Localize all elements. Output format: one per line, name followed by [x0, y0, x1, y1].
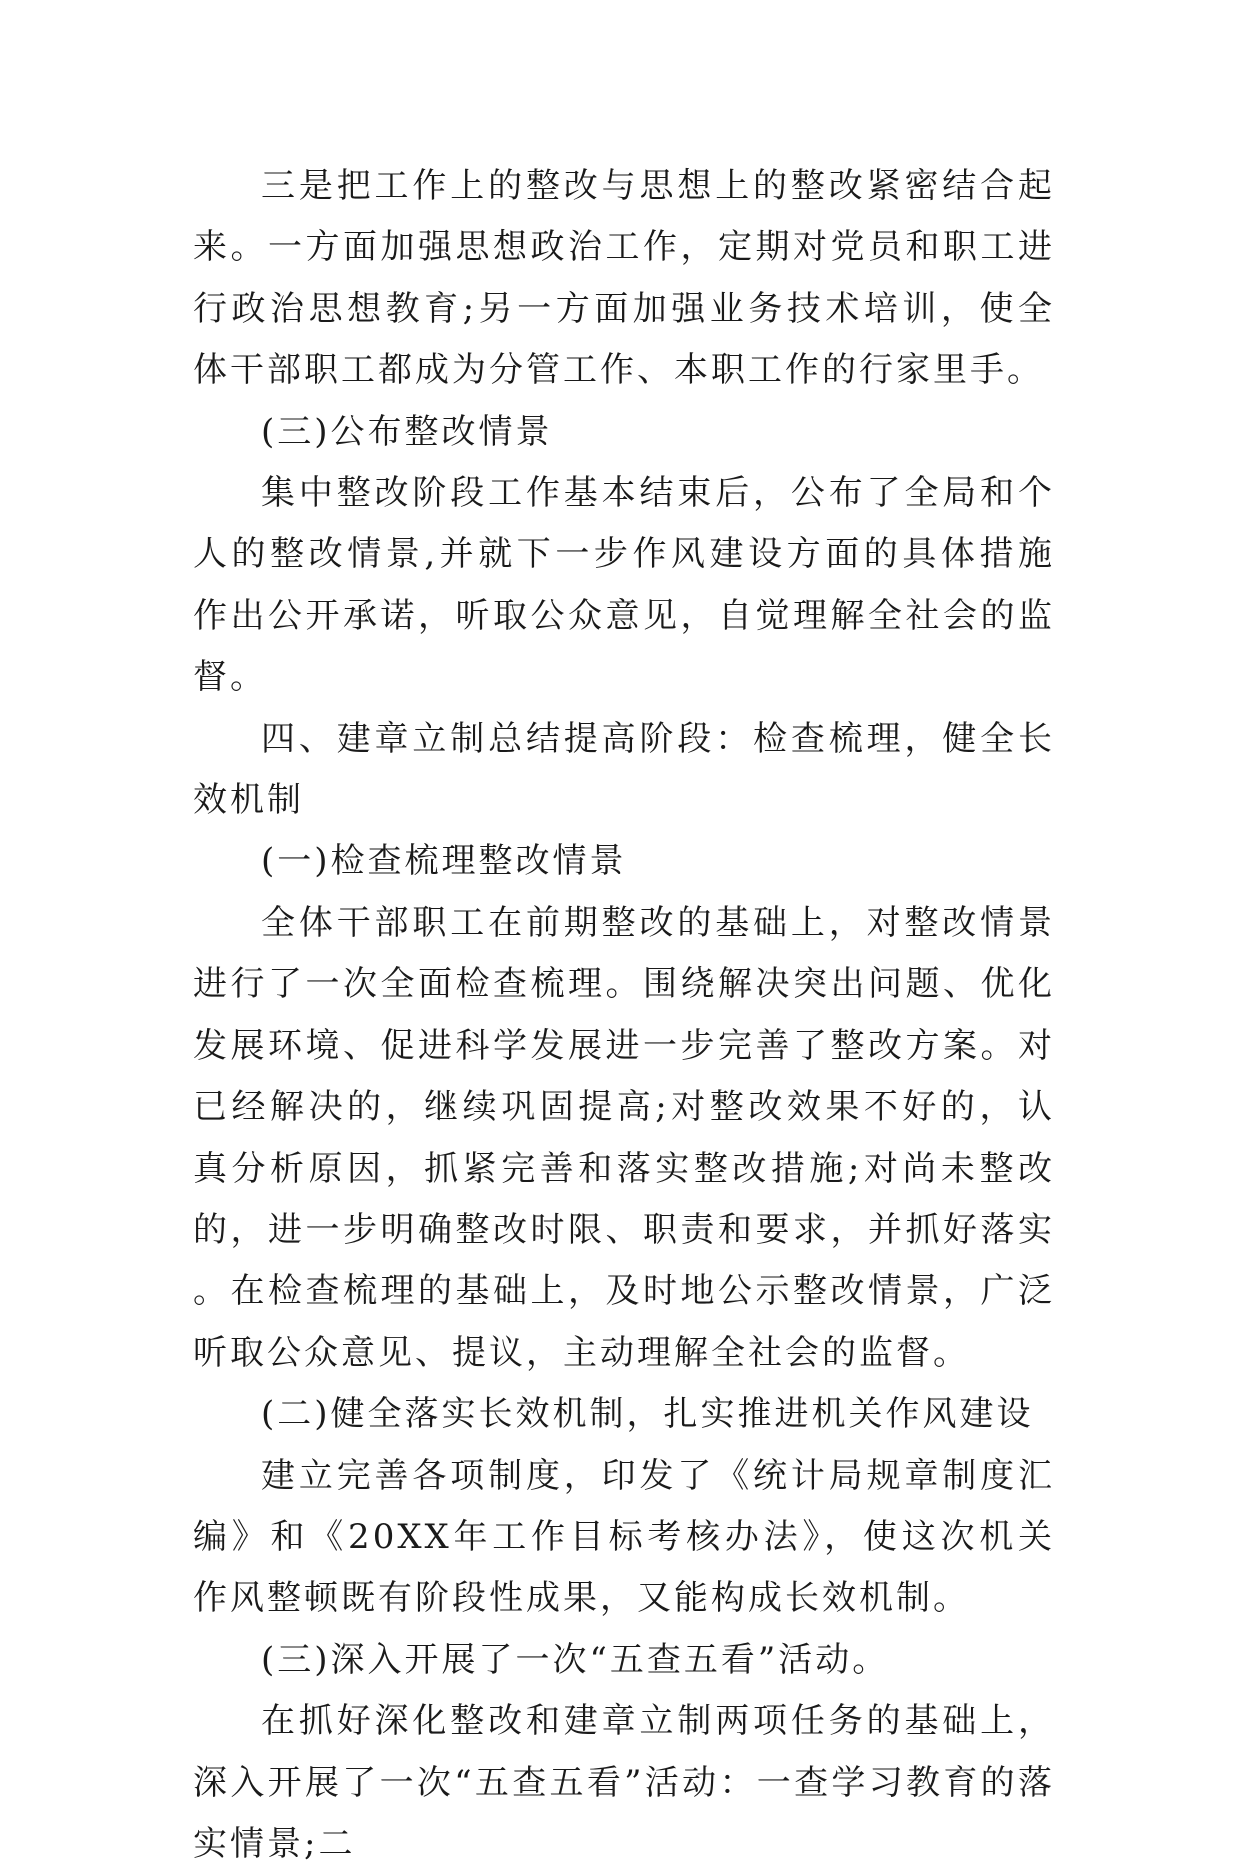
- section-heading-institution-building: 四、建章立制总结提高阶段：检查梳理，健全长效机制: [193, 718, 1055, 821]
- paragraph-long-term-mechanism: 建立完善各项制度，印发了《统计局规章制度汇编》和《20XX年工作目标考核办法》，使这次机关作风整顿既有阶段性成果，又能构成长效机制。: [193, 1455, 1055, 1619]
- heading-publish-rectification: (三)公布整改情景: [261, 411, 553, 452]
- heading-long-term-mechanism: (二)健全落实长效机制，扎实推进机关作风建设: [261, 1394, 1034, 1435]
- heading-review-rectification: (一)检查梳理整改情景: [261, 841, 627, 882]
- paragraph-review-rectification: 全体干部职工在前期整改的基础上，对整改情景进行了一次全面检查梳理。围绕解决突出问题、优化发展环境、促进科学发展进一步完善了整改方案。对已经解决的，继续巩固提高;对整改效果不好的，认真分析原因，抓紧完善和落实整改措施;对尚未整改的，进一步明确整改时限、职责和要求，并抓好落实。在检查梳理的基础上，及时地公示整改情景，广泛听取公众意见、提议，主动理解全社会的监督。: [193, 902, 1055, 1373]
- paragraph-five-checks-activity: 在抓好深化整改和建章立制两项任务的基础上，深入开展了一次“五查五看”活动：一查学习教育的落实情景;二: [193, 1701, 1055, 1864]
- heading-five-checks-activity: (三)深入开展了一次“五查五看”活动。: [261, 1639, 890, 1680]
- paragraph-publish-rectification: 集中整改阶段工作基本结束后，公布了全局和个人的整改情景,并就下一步作风建设方面的具体措施作出公开承诺，听取公众意见，自觉理解全社会的监督。: [193, 473, 1055, 698]
- document-body: [193, 156, 1055, 1875]
- paragraph-thought-rectification: 三是把工作上的整改与思想上的整改紧密结合起来。一方面加强思想政治工作，定期对党员和职工进行政治思想教育;另一方面加强业务技术培训，使全体干部职工都成为分管工作、本职工作的行家里手。: [193, 166, 1055, 391]
